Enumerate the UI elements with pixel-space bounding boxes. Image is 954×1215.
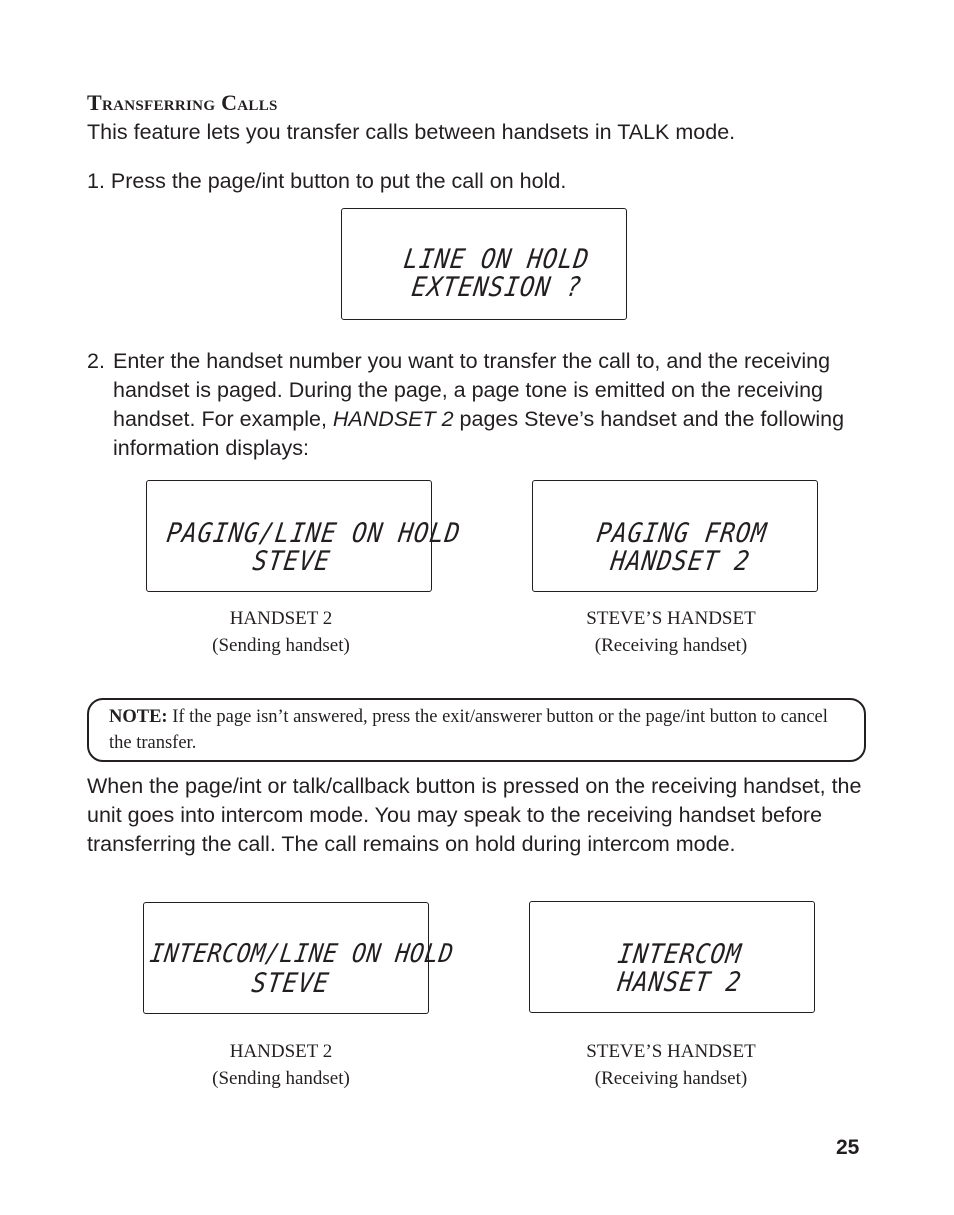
lcd-line-2: HANSET 2 bbox=[615, 966, 744, 998]
section-title: Transferring Calls bbox=[87, 90, 278, 115]
lcd-line-1: INTERCOM bbox=[615, 938, 744, 970]
lcd-paging-receiving bbox=[532, 480, 818, 592]
lcd-line-2: STEVE bbox=[249, 967, 332, 999]
lcd-line-1: PAGING FROM bbox=[594, 517, 770, 549]
caption-line-1: HANDSET 2 bbox=[229, 1041, 333, 1062]
lcd-line-1: LINE ON HOLD bbox=[401, 243, 592, 275]
intro-text: This feature lets you transfer calls between handsets in TALK mode. bbox=[87, 120, 736, 144]
note-text: If the page isn’t answered, press the exit/answerer button or the page/int button to cancel the transfer. bbox=[109, 707, 828, 753]
caption-sending-handset bbox=[151, 605, 411, 659]
step-1-text: 1. Press the page/int button to put the call on hold. bbox=[87, 169, 567, 193]
note-box bbox=[87, 698, 866, 762]
caption-line-1: STEVE’S HANDSET bbox=[586, 608, 756, 629]
caption-line-2: (Sending handset) bbox=[212, 1068, 350, 1089]
intercom-text: When the page/int or talk/callback button is pressed on the receiving handset, the unit goes into intercom mode. You may speak to the receiving handset before transferring the call. The call remains on hold during intercom mode. bbox=[87, 774, 862, 856]
step-2-text-after: pages Steve’s handset and the following information displays: bbox=[113, 407, 845, 460]
caption-receiving-handset bbox=[541, 1038, 801, 1092]
caption-line-2: (Sending handset) bbox=[212, 635, 350, 656]
lcd-paging-sending bbox=[146, 480, 463, 592]
lcd-intercom-receiving bbox=[529, 901, 815, 1013]
note-label: NOTE: bbox=[109, 707, 168, 727]
lcd-line-on-hold bbox=[341, 208, 627, 320]
caption-receiving-handset bbox=[541, 605, 801, 659]
lcd-line-2: HANDSET 2 bbox=[608, 545, 753, 577]
lcd-intercom-sending bbox=[143, 902, 456, 1014]
lcd-line-2: EXTENSION ? bbox=[409, 271, 585, 303]
step-2-text-before: Enter the handset number you want to transfer the call to, and the receiving handset is paged. During the page, a page tone is emitted on the receiving handset. For example, bbox=[113, 349, 831, 431]
caption-line-1: HANDSET 2 bbox=[229, 608, 333, 629]
step-2-emphasis: HANDSET 2 bbox=[332, 407, 454, 431]
caption-sending-handset bbox=[151, 1038, 411, 1092]
page-number: 25 bbox=[836, 1136, 860, 1159]
lcd-line-2: STEVE bbox=[250, 545, 333, 577]
step-2-text bbox=[87, 347, 877, 463]
lcd-line-1: INTERCOM/LINE ON HOLD bbox=[147, 939, 456, 969]
lcd-line-1: PAGING/LINE ON HOLD bbox=[164, 517, 463, 549]
caption-line-2: (Receiving handset) bbox=[594, 635, 748, 656]
step-2-number: 2. bbox=[87, 349, 105, 373]
caption-line-2: (Receiving handset) bbox=[594, 1068, 748, 1089]
caption-line-1: STEVE’S HANDSET bbox=[586, 1041, 756, 1062]
